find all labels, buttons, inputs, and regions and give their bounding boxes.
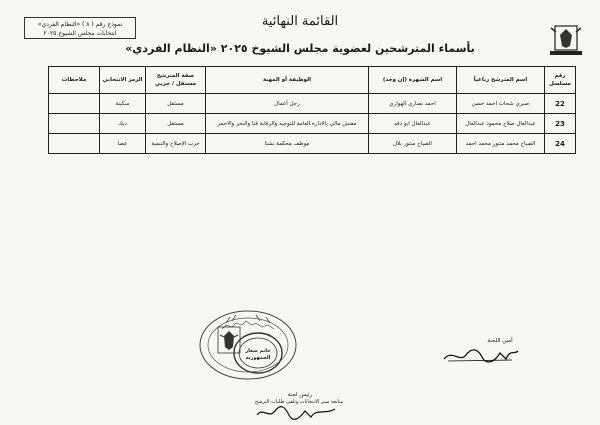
header-capacity: صفة المترشح مستقل / حزبي: [146, 67, 206, 94]
page-title: القائمة النهائية: [261, 14, 339, 29]
cell-symbol: سكينة: [100, 94, 146, 114]
cell-job: مفتش مالي بالادارة العامة للتوجيه والرقابة قنا والبحر والاحمر: [206, 114, 369, 134]
table-row: [49, 134, 576, 154]
committee-chair-subtitle: متابعة سير الانتخابات وتلقي طلبات الترشح: [254, 399, 344, 405]
cell-name: عبدالعال صلاح محمود عبدالعال: [457, 114, 545, 134]
page-subtitle: بأسماء المترشحين لعضوية مجلس الشيوخ ٢٠٢٥ «النظام الفردي»: [125, 42, 475, 55]
secretary-signature: [442, 345, 520, 365]
cell-popular-name: عبدالعال ابو دقه: [369, 114, 457, 134]
cell-name: صبري شحات احمد حسن: [457, 94, 545, 114]
cell-capacity: حزب الإصلاح والتنمية: [146, 134, 206, 154]
cell-capacity: مستقل: [146, 114, 206, 134]
table-row: [49, 114, 576, 134]
cell-popular-name: احمد نصاري الهواري: [369, 94, 457, 114]
header-symbol: الرمز الانتخابي: [100, 67, 146, 94]
committee-chair-label: رئيس لجنة: [287, 392, 313, 398]
svg-text:الجمهورية: الجمهورية: [245, 355, 271, 361]
cell-notes: [49, 134, 100, 154]
chair-signature: [255, 405, 337, 421]
cell-symbol: عصا: [100, 134, 146, 154]
header-job: الوظيفة أو المهنة: [206, 67, 369, 94]
cell-capacity: مستقل: [146, 94, 206, 114]
cell-serial: 22: [545, 94, 576, 114]
header-name: اسم المترشح رباعياً: [457, 67, 545, 94]
cell-symbol: ديك: [100, 114, 146, 134]
form-number-line1: نموذج رقم ( ٨ ) «النظام الفردي»: [37, 21, 123, 28]
cell-job: موظف محكمة نشنا: [206, 134, 369, 154]
cell-notes: [49, 94, 100, 114]
candidates-table: [48, 66, 576, 154]
table-row: [49, 94, 576, 114]
committee-secretary-label: أمين اللجنة: [487, 338, 513, 344]
table-header-row: [49, 67, 576, 94]
svg-text:خاتم شعار: خاتم شعار: [245, 348, 271, 354]
cell-serial: 24: [545, 134, 576, 154]
cell-serial: 23: [545, 114, 576, 134]
header-notes: ملاحظات: [49, 67, 100, 94]
cell-job: رجل أعمال: [206, 94, 369, 114]
header-serial: رقم مسلسل: [545, 67, 576, 94]
header-popular-name: اسم الشهرة (إن وجد): [369, 67, 457, 94]
cell-notes: [49, 114, 100, 134]
form-number-line2: انتخابات مجلس الشيوخ ٢٠٢٥: [43, 30, 117, 37]
cell-name: الصباح محمد منتور محمد احمد: [457, 134, 545, 154]
cell-popular-name: الصباح منتور بلال: [369, 134, 457, 154]
official-stamp: [196, 305, 302, 383]
